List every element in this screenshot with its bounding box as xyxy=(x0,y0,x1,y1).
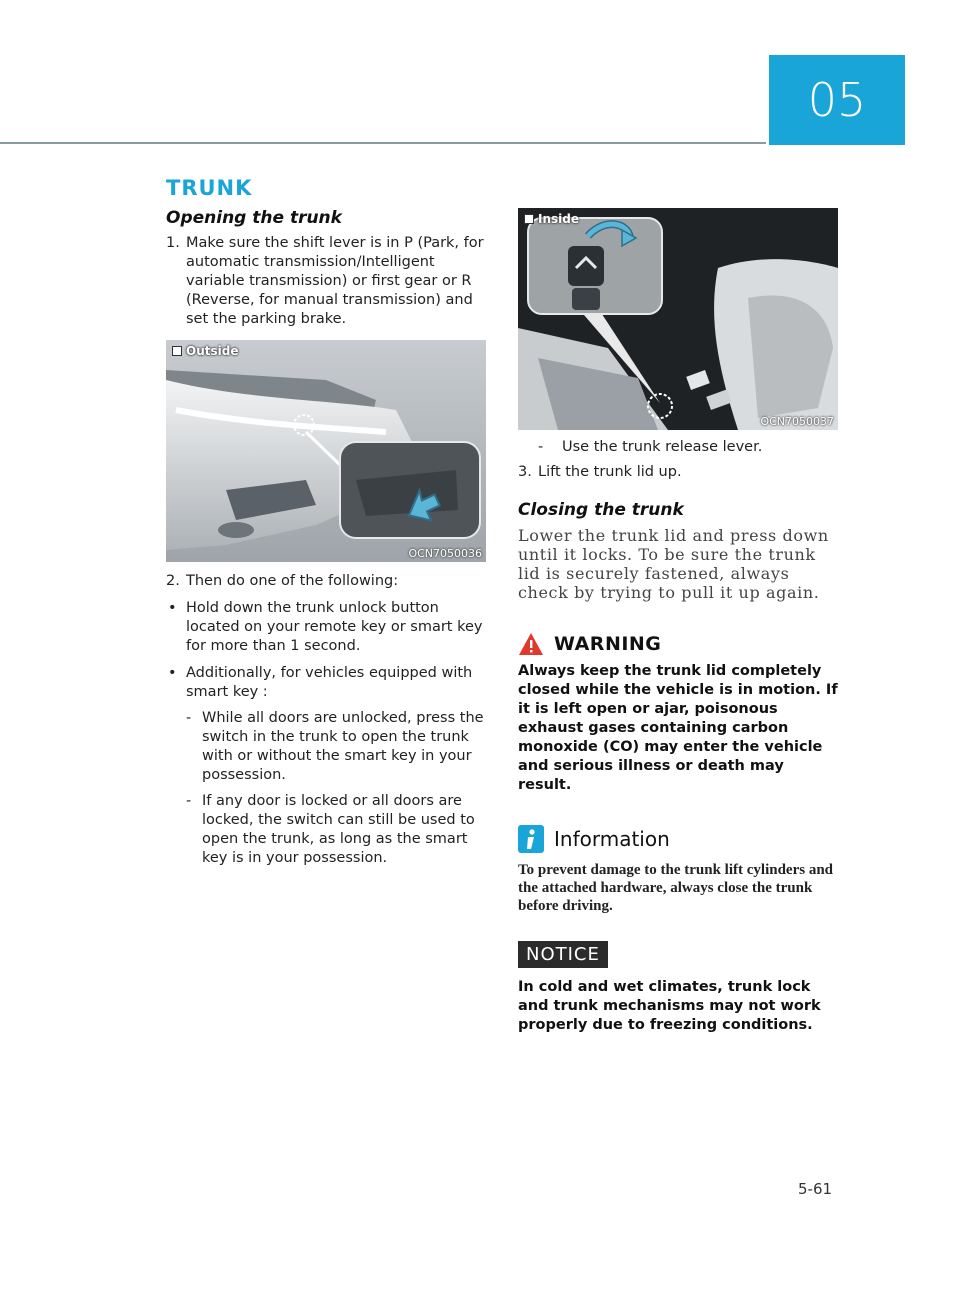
closing-trunk-text: Lower the trunk lid and press down until it locks. To be sure the trunk lid is securely fastened, always check by trying to pull it up again. xyxy=(518,526,829,602)
interior-illustration xyxy=(518,208,838,430)
dash-icon: - xyxy=(186,793,192,809)
step-number: 1. xyxy=(166,235,180,251)
step-text: Then do one of the following: xyxy=(186,573,399,589)
inside-trunk-figure xyxy=(518,208,838,430)
notice-badge: NOTICE xyxy=(518,941,608,968)
left-column xyxy=(166,208,488,868)
square-icon xyxy=(524,214,534,224)
bullet-remote-key: • Hold down the trunk unlock button located on your remote key or smart key for more than 1 second. xyxy=(168,600,483,654)
step-number: 2. xyxy=(166,573,180,589)
figure-code: OCN7050036 xyxy=(408,547,482,560)
warning-heading: WARNING xyxy=(518,632,840,656)
dash-doors-locked: - If any door is locked or all doors are locked, the switch can still be used to open the trunk, as long as the smart key is in your possession. xyxy=(186,793,475,866)
step-text: Lift the trunk lid up. xyxy=(538,464,682,480)
step-number: 3. xyxy=(518,464,532,480)
warning-text: Always keep the trunk lid completely closed while the vehicle is in motion. If it is left open or ajar, poisonous exhaust gases containing carbon monoxide (CO) may enter the vehicle and serious illness or death may result. xyxy=(518,663,838,793)
bullet-icon: • xyxy=(168,665,177,681)
bullet-icon: • xyxy=(168,600,177,616)
notice-text: In cold and wet climates, trunk lock and trunk mechanisms may not work properly due to freezing conditions. xyxy=(518,979,821,1033)
warning-icon xyxy=(518,632,544,656)
dash-release-lever: - Use the trunk release lever. xyxy=(538,439,763,455)
step-1 xyxy=(166,234,488,329)
notice-block xyxy=(518,941,840,968)
step-2 xyxy=(166,572,488,591)
outside-label: Outside xyxy=(172,344,238,358)
dash-doors-unlocked: - While all doors are unlocked, press the switch in the trunk to open the trunk with or without the smart key in your possession. xyxy=(186,710,484,783)
information-icon xyxy=(518,825,544,853)
dash-icon: - xyxy=(538,439,544,455)
header-rule xyxy=(0,142,766,144)
chapter-tab: 05 xyxy=(769,55,905,145)
car-rear-illustration xyxy=(166,340,486,562)
opening-trunk-heading: Opening the trunk xyxy=(166,208,342,228)
bullet-smart-key: • Additionally, for vehicles equipped with smart key : xyxy=(168,665,473,700)
right-column xyxy=(518,208,840,1035)
inside-label: Inside xyxy=(524,212,579,226)
figure-code: OCN7050037 xyxy=(760,415,834,428)
step-3 xyxy=(518,463,840,482)
section-title: TRUNK xyxy=(166,176,253,200)
page-number: 5-61 xyxy=(798,1180,833,1198)
square-icon xyxy=(172,346,182,356)
information-heading: Information xyxy=(518,825,840,853)
information-text: To prevent damage to the trunk lift cylinders and the attached hardware, always close the trunk before driving. xyxy=(518,862,834,914)
dash-icon: - xyxy=(186,710,192,726)
step-text: Make sure the shift lever is in P (Park, for automatic transmission/Intelligent variable transmission) or first gear or R (Reverse, for manual transmission) and set the parking brake. xyxy=(186,235,484,327)
closing-trunk-heading: Closing the trunk xyxy=(518,500,684,520)
outside-trunk-figure xyxy=(166,340,486,562)
